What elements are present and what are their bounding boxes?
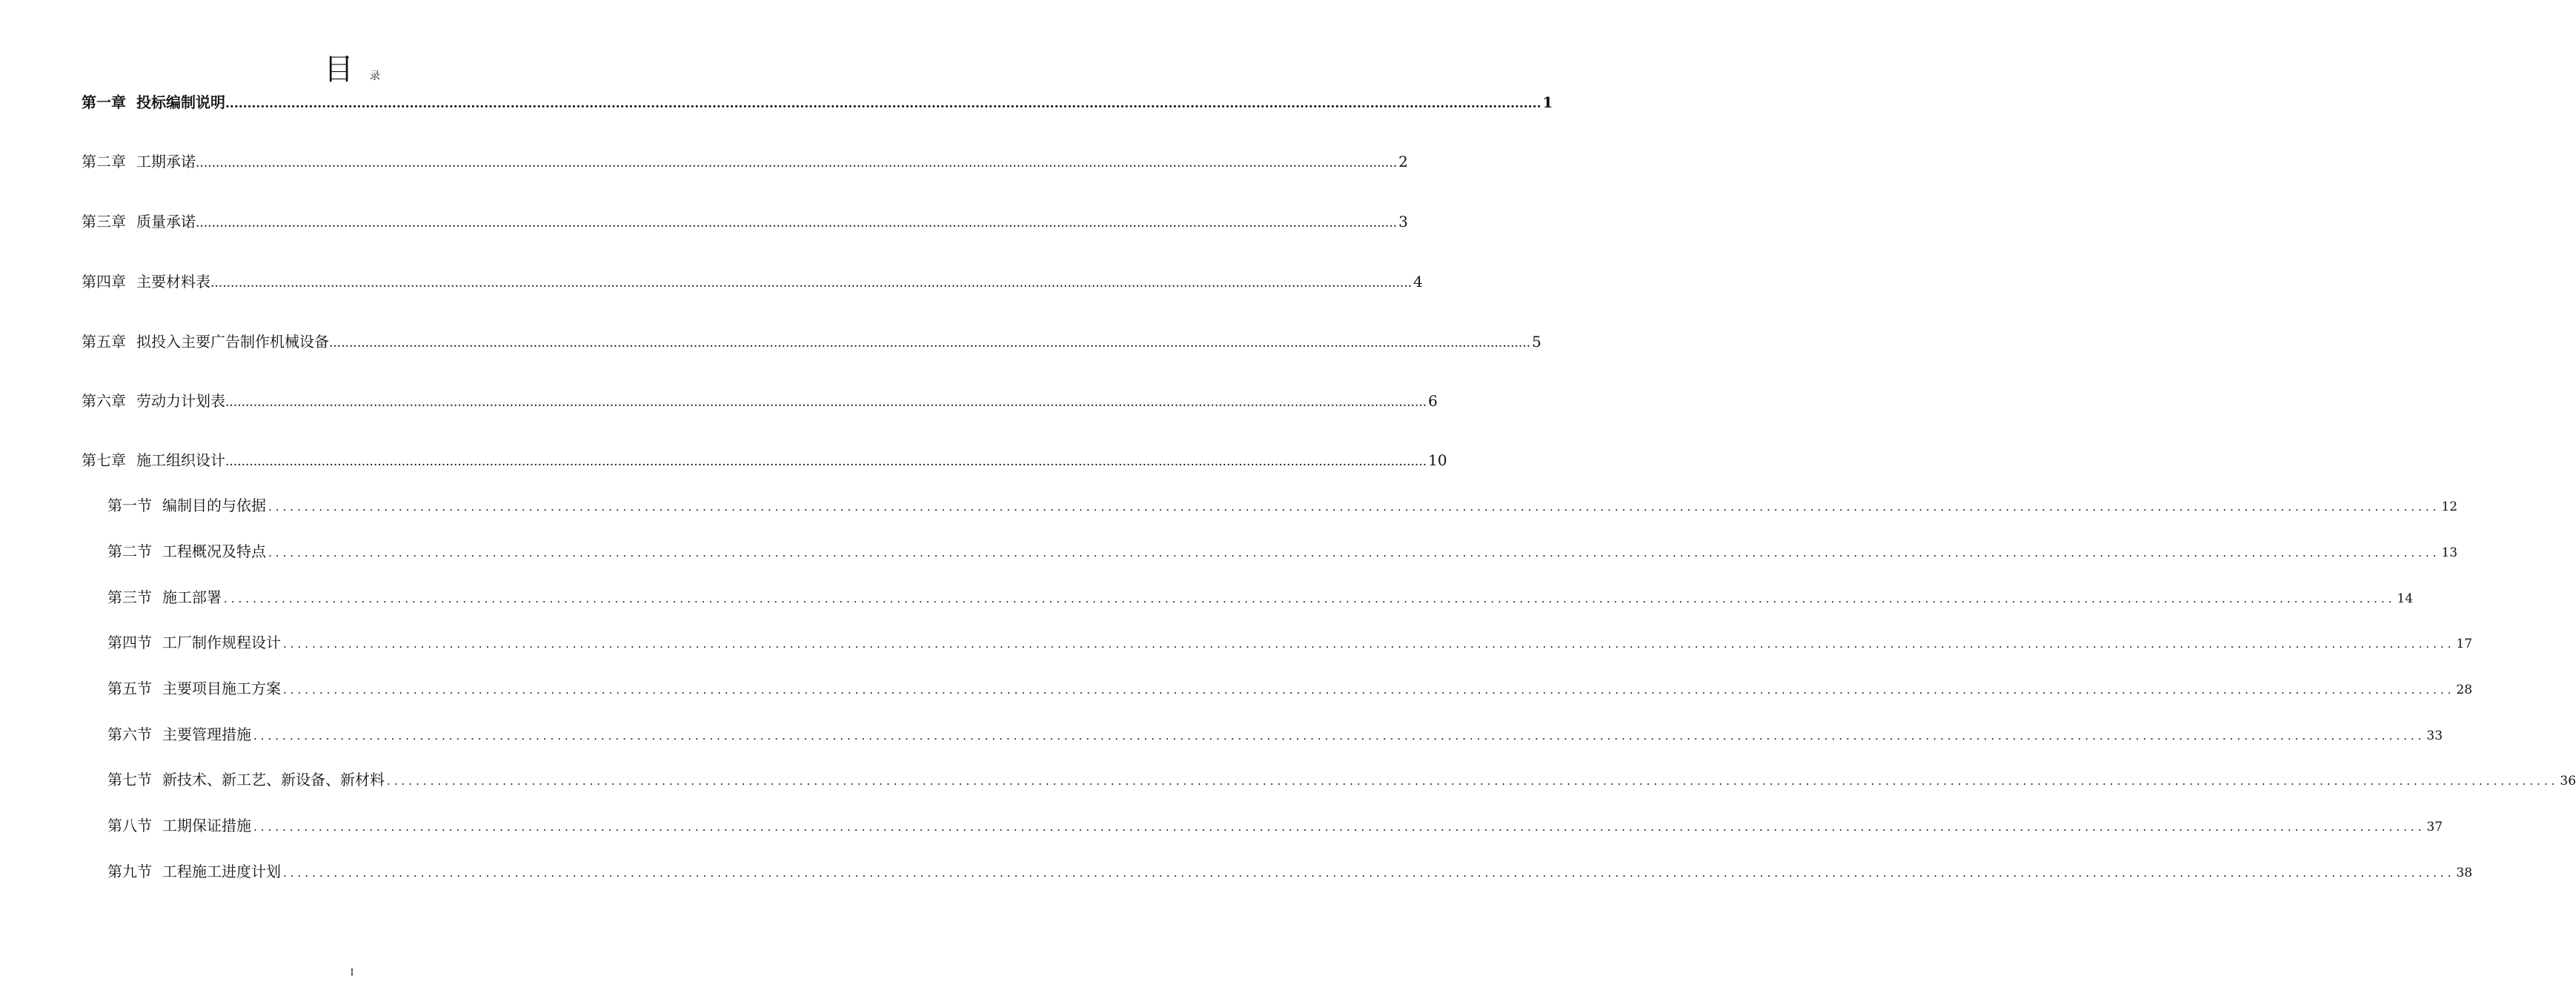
- dot-leader: ............................................................................................................................................................................................................................................................................................................: [253, 820, 2426, 834]
- dot-leader: ............................................................................................................................................................................................................................................................................................................: [210, 276, 1413, 290]
- dot-leader: ............................................................................................................................................................................................................................................................................................................: [196, 216, 1398, 230]
- dot-leader: ............................................................................................................................................................................................................................................................................................................: [283, 683, 2455, 697]
- dot-leader: ............................................................................................................................................................................................................................................................................................................: [225, 454, 1427, 469]
- chapter-label: 第四章: [82, 273, 126, 290]
- page-number: 5: [1532, 333, 1541, 351]
- page-number: 37: [2426, 820, 2443, 834]
- section-label: 第六节: [107, 726, 152, 743]
- toc-entry-chapter-4[interactable]: [82, 270, 1423, 291]
- chapter-name: 工期承诺: [136, 153, 196, 170]
- section-name: 新技术、新工艺、新设备、新材料: [162, 771, 385, 788]
- chapter-name: 拟投入主要广告制作机械设备: [136, 333, 329, 351]
- toc-entry-section-9[interactable]: [107, 860, 2473, 881]
- dot-leader: ............................................................................................................................................................................................................................................................................................................: [268, 546, 2440, 560]
- toc-title-char-1: 目: [324, 53, 353, 87]
- chapter-name: 施工组织设计: [136, 451, 225, 469]
- section-label: 第九节: [107, 863, 152, 880]
- page-number: 6: [1428, 392, 1438, 410]
- toc-entry-section-6[interactable]: [107, 723, 2443, 744]
- section-label: 第八节: [107, 817, 152, 834]
- page-number: 14: [2397, 591, 2414, 606]
- section-label: 第二节: [107, 542, 152, 560]
- section-name: 工程概况及特点: [162, 542, 266, 560]
- toc-entry-section-2[interactable]: [107, 540, 2458, 561]
- section-label: 第一节: [107, 497, 152, 514]
- chapter-label: 第七章: [82, 451, 126, 469]
- chapter-label: 第三章: [82, 213, 126, 230]
- section-name: 编制目的与依据: [162, 497, 266, 514]
- chapter-label: 第二章: [82, 153, 126, 170]
- page-footer-number: I: [350, 967, 354, 977]
- page-number: 4: [1413, 273, 1423, 290]
- page-number: 12: [2441, 499, 2458, 514]
- page-number: 3: [1398, 213, 1408, 230]
- page-number: 1: [1542, 93, 1553, 111]
- section-name: 工程施工进度计划: [162, 863, 281, 880]
- chapter-name: 劳动力计划表: [136, 392, 225, 410]
- page-number: 17: [2456, 637, 2473, 651]
- dot-leader: ............................................................................................................................................................................................................................................................................................................: [225, 96, 1541, 111]
- toc-title-char-2: 录: [370, 70, 380, 82]
- toc-entry-section-4[interactable]: [107, 631, 2473, 652]
- page-number: 33: [2426, 728, 2443, 743]
- toc-entry-chapter-1[interactable]: [82, 90, 1553, 112]
- page-number: 13: [2441, 545, 2458, 560]
- section-name: 工期保证措施: [162, 817, 251, 834]
- dot-leader: ............................................................................................................................................................................................................................................................................................................: [268, 500, 2440, 514]
- chapter-label: 第六章: [82, 392, 126, 410]
- chapter-name: 质量承诺: [136, 213, 196, 230]
- page-number: 38: [2456, 866, 2473, 880]
- toc-entry-chapter-6[interactable]: [82, 389, 1438, 411]
- dot-leader: ............................................................................................................................................................................................................................................................................................................: [283, 866, 2455, 880]
- section-name: 施工部署: [162, 588, 222, 606]
- toc-entry-chapter-2[interactable]: [82, 150, 1408, 171]
- toc-entry-section-7[interactable]: [107, 768, 2576, 789]
- section-name: 主要管理措施: [162, 726, 251, 743]
- dot-leader: ............................................................................................................................................................................................................................................................................................................: [225, 395, 1427, 410]
- dot-leader: ............................................................................................................................................................................................................................................................................................................: [253, 729, 2426, 743]
- dot-leader: ............................................................................................................................................................................................................................................................................................................: [329, 336, 1531, 351]
- toc-entry-chapter-7[interactable]: [82, 448, 1447, 470]
- toc-entry-section-8[interactable]: [107, 814, 2443, 835]
- chapter-label: 第五章: [82, 333, 126, 351]
- section-label: 第七节: [107, 771, 152, 788]
- dot-leader: ............................................................................................................................................................................................................................................................................................................: [196, 156, 1398, 170]
- section-label: 第四节: [107, 634, 152, 651]
- toc-entry-chapter-5[interactable]: [82, 330, 1541, 351]
- toc-title: [0, 46, 704, 88]
- page-number: 10: [1428, 451, 1447, 469]
- chapter-name: 主要材料表: [136, 273, 210, 290]
- dot-leader: ............................................................................................................................................................................................................................................................................................................: [283, 637, 2455, 651]
- chapter-name: 投标编制说明: [136, 93, 225, 111]
- dot-leader: ............................................................................................................................................................................................................................................................................................................: [387, 774, 2559, 788]
- section-label: 第三节: [107, 588, 152, 606]
- section-name: 主要项目施工方案: [162, 680, 281, 697]
- toc-entry-chapter-3[interactable]: [82, 210, 1408, 231]
- chapter-label: 第一章: [82, 93, 126, 111]
- toc-entry-section-3[interactable]: [107, 585, 2414, 607]
- section-label: 第五节: [107, 680, 152, 697]
- page-number: 2: [1398, 153, 1408, 170]
- toc-entry-section-5[interactable]: [107, 677, 2473, 698]
- section-name: 工厂制作规程设计: [162, 634, 281, 651]
- dot-leader: ............................................................................................................................................................................................................................................................................................................: [224, 592, 2396, 605]
- toc-entry-section-1[interactable]: [107, 494, 2458, 515]
- page-number: 28: [2456, 683, 2473, 697]
- page-number: 36: [2560, 774, 2576, 788]
